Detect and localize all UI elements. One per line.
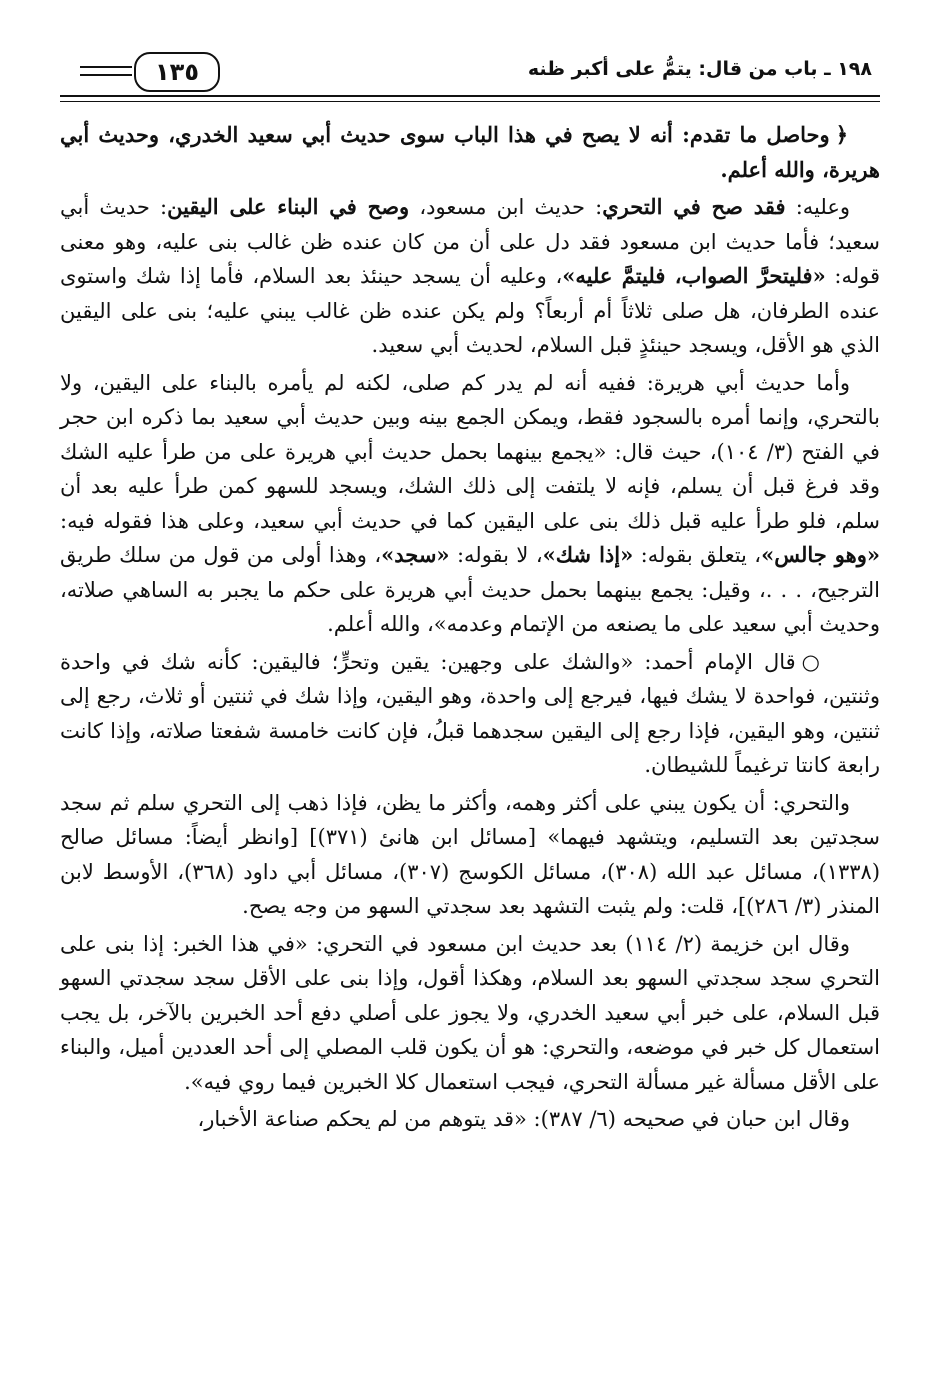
paragraph-text: ، وعليه أن يسجد حينئذ بعد السلام، فأما إذا شك واستوى عنده الطرفان، هل صلى ثلاثاً أم أربعاً؟ ولم يكن عنده ظن غالب يبني عليه؛ بنى على اليقين الذي هو الأقل، ويسجد حينئذٍ قبل السلام، لحديث أبي سعيد. [60, 264, 880, 357]
emphasis-text: فقد صح في التحري [602, 194, 786, 219]
page [60, 44, 880, 1344]
paragraph-abu-hurayra [60, 366, 880, 642]
paragraph-text: وقال ابن خزيمة (٢/ ١١٤) بعد حديث ابن مسعود في التحري: «في هذا الخبر: إذا بنى على التحري سجد سجدتي السهو بعد السلام، وهكذا أقول، وإذا بنى على الأقل سجد سجدتي السهو قبل السلام، على خبر أبي سعيد الخدري، ولا يجوز على أصلي دفع أحد الخبرين بالآخر، بل يجب استعمال كل خبر في موضعه، والتحري: هو أن يكون قلب المصلي إلى أحد العددين أميل، والبناء على الأقل مسألة غير مسألة التحري، فيجب استعمال كلا الخبرين فيما روي فيه». [60, 931, 880, 1094]
paragraph-conclusion [60, 190, 880, 363]
paragraph-text: قال الإمام أحمد: «والشك على وجهين: يقين وتحرٍّ؛ فاليقين: كأنه شك في واحدة وثنتين، فواحدة لا يشك فيها، فيرجع إلى واحدة، وهو اليقين، وإذا شك في ثنتين أو ثلاث، رجع إلى ثنتين، وهو اليقين، فإذا رجع إلى اليقين سجدهما قبلُ، فإن كانت خامسة شفعتا صلاته، وإذا كانت رابعة كانتا ترغيماً للشيطان. [60, 649, 880, 777]
paragraph-text: والتحري: أن يكون يبني على أكثر وهمه، وأكثر ما يظن، فإذا ذهب إلى التحري سلم ثم سجد سجدتين بعد التسليم، ويتشهد فيهما» [مسائل ابن هانئ (٣٧١)] [وانظر أيضاً: مسائل صالح (١٣٣٨)، مسائل عبد الله (٣٠٨)، مسائل الكوسج (٣٠٧)، مسائل أبي داود (٣٦٨)، الأوسط لابن المنذر (٣/ ٢٨٦)]، قلت: ولم يثبت التشهد بعد سجدتي السهو من وجه يصح. [60, 790, 881, 918]
paragraph-text: ، يتعلق بقوله: [633, 543, 762, 567]
page-header [60, 44, 880, 98]
page-number: ١٣٥ [155, 58, 199, 86]
paragraph-marker-icon: ﴿ [835, 122, 848, 147]
quote-text: «يجمع بينهما بحمل حديث أبي هريرة على من طرأ عليه الشك وقد فرغ قبل أن يسلم، فإنه لا يلتفت إلى ذلك الشك، ويسجد للسهو كمن طرأ عليه بعد أن سلم، فلو طرأ عليه قبل ذلك بنى على اليقين كما في حديث أبي سعيد، وعلى هذا فقوله فيه: [60, 439, 880, 533]
paragraph-tahri [60, 786, 880, 924]
paragraph-text: وعليه: [785, 195, 850, 219]
hadith-quote: «سجد» [381, 542, 450, 567]
page-body [60, 118, 880, 1137]
running-title: ١٩٨ ـ باب من قال: يتمُّ على أكبر ظنه [527, 58, 872, 80]
hadith-quote: «فليتحرَّ الصواب، فليتمَّ عليه» [562, 263, 826, 288]
page-number-badge [134, 52, 220, 92]
paragraph-text: وأما حديث أبي هريرة: ففيه أنه لم يدر كم صلى، لكنه لم يأمره بالبناء على اليقين، ولا بالتحري، وإنما أمره بالسجود فقط، ويمكن الجمع بينه وبين حديث أبي سعيد بما ذكره ابن حجر في الفتح (٣/ ١٠٤)، حيث قال: [60, 370, 880, 464]
circle-marker-icon: ○ [801, 649, 820, 674]
header-ornament-line [80, 74, 132, 76]
header-rule [60, 95, 880, 102]
paragraph-text: : حديث ابن مسعود، [409, 195, 603, 219]
emphasis-text: وصح في البناء على اليقين [167, 194, 410, 219]
paragraph-text: : حديث أبي سعيد؛ فأما حديث ابن مسعود فقد دل على أن من كان عنده ظن غالب بنى عليه، وهو معنى قوله: [60, 195, 881, 288]
paragraph-ibn-khuzayma [60, 927, 880, 1100]
hadith-quote: «إذا شك» [542, 542, 634, 567]
paragraph-text: وقال ابن حبان في صحيحه (٦/ ٣٨٧): «قد يتوهم من لم يحكم صناعة الأخبار، [197, 1107, 850, 1131]
paragraph-text: ، لا بقوله: [449, 543, 543, 567]
paragraph-summary [60, 118, 880, 187]
paragraph-ibn-hibban [60, 1102, 880, 1137]
paragraph-text: ، وهذا أولى من قول من سلك طريق الترجيح، . . .، وقيل: يجمع بينهما بحمل حديث أبي هريرة على حكم ما يجبر به الساهي صلاته، وحديث أبي سعيد على ما يصنعه من الإتمام وعدمه»، والله أعلم. [60, 543, 880, 636]
hadith-quote: «وهو جالس» [761, 542, 880, 567]
paragraph-imam-ahmad [60, 645, 880, 783]
paragraph-text: وحاصل ما تقدم: أنه لا يصح في هذا الباب سوى حديث أبي سعيد الخدري، وحديث أبي هريرة، والله أعلم. [60, 122, 880, 182]
header-ornament-line [80, 66, 132, 68]
